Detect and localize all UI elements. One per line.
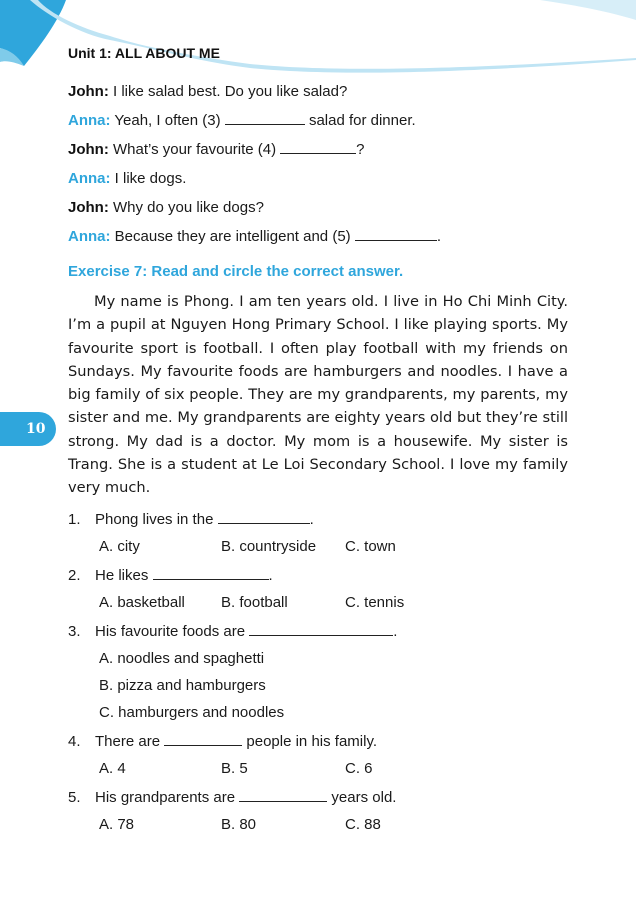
answer-blank-3[interactable]: [225, 112, 305, 125]
question-number: 4.: [68, 733, 81, 750]
speaker-anna: Anna:: [68, 228, 111, 245]
question-1: [68, 511, 314, 528]
question-text-end: .: [268, 567, 273, 584]
question-blank[interactable]: [239, 789, 327, 802]
dialogue-line-2: [68, 112, 416, 129]
speaker-anna: Anna:: [68, 112, 111, 129]
dialogue-line-1: [68, 83, 347, 100]
dialogue-line-5: [68, 199, 264, 216]
answer-blank-5[interactable]: [355, 228, 437, 241]
question-5: [68, 789, 396, 806]
dialogue-text: I like salad best. Do you like salad?: [113, 83, 348, 100]
option-3b[interactable]: B. pizza and hamburgers: [99, 677, 266, 694]
dialogue-line-4: [68, 170, 186, 187]
answer-blank-4[interactable]: [280, 141, 356, 154]
question-text-end: .: [309, 511, 314, 528]
exercise-title: Exercise 7: Read and circle the correct answer.: [68, 263, 404, 280]
speaker-john: John:: [68, 199, 109, 216]
corner-wave-decoration: [0, 0, 636, 80]
question-4: [68, 733, 377, 750]
option-5c[interactable]: C. 88: [345, 816, 381, 833]
dialogue-text: Yeah, I often (3): [114, 112, 221, 129]
option-1b[interactable]: B. countryside: [221, 538, 317, 555]
dialogue-text: Because they are intelligent and (5): [114, 228, 351, 245]
option-4a[interactable]: A. 4: [99, 760, 126, 777]
option-3c[interactable]: C. hamburgers and noodles: [99, 704, 285, 721]
question-blank[interactable]: [164, 733, 242, 746]
option-1c[interactable]: C. town: [345, 538, 396, 555]
question-text: Phong lives in the: [95, 511, 214, 528]
option-1a[interactable]: A. city: [99, 538, 140, 555]
speaker-anna: Anna:: [68, 170, 111, 187]
option-2a[interactable]: A. basketball: [99, 594, 185, 611]
option-5a[interactable]: A. 78: [99, 816, 135, 833]
question-text: There are: [95, 733, 161, 750]
question-text-end: .: [393, 623, 398, 640]
reading-passage: My name is Phong. I am ten years old. I live in Ho Chi Minh City. I’m a pupil at Nguyen Hong Primary School. I like playing sports. My favourite sport is football. I often play football with my friends on Sundays. My favourite foods are hamburgers and noodles. I have a big family of six people. They are my grandparents, my parents, my sister and me. My grandparents are eighty years old but they’re still strong. My dad is a doctor. My mom is a housewife. My sister is Trang. She is a student at Le Loi Secondary School. I love my family very much.: [68, 293, 568, 497]
question-2: [68, 567, 273, 584]
question-number: 5.: [68, 789, 81, 806]
option-2b[interactable]: B. football: [221, 594, 288, 611]
question-number: 3.: [68, 623, 81, 640]
question-text: He likes: [95, 567, 149, 584]
speaker-john: John:: [68, 141, 109, 158]
option-3a[interactable]: A. noodles and spaghetti: [99, 650, 265, 667]
option-2c[interactable]: C. tennis: [345, 594, 405, 611]
option-5b[interactable]: B. 80: [221, 816, 257, 833]
dialogue-text: I like dogs.: [114, 170, 187, 187]
question-blank[interactable]: [153, 567, 269, 580]
question-text-end: years old.: [331, 789, 397, 806]
speaker-john: John:: [68, 83, 109, 100]
dialogue-line-3: [68, 141, 364, 158]
question-3: [68, 623, 397, 640]
dialogue-text: ?: [356, 141, 365, 158]
question-number: 1.: [68, 511, 81, 528]
unit-title: Unit 1: ALL ABOUT ME: [68, 45, 220, 61]
dialogue-line-6: [68, 228, 441, 245]
dialogue-text: salad for dinner.: [308, 112, 416, 129]
option-4c[interactable]: C. 6: [345, 760, 373, 777]
dialogue-text: Why do you like dogs?: [113, 199, 264, 216]
question-blank[interactable]: [218, 511, 310, 524]
question-text-end: people in his family.: [246, 733, 378, 750]
question-number: 2.: [68, 567, 81, 584]
dialogue-text: What’s your favourite (4): [113, 141, 277, 158]
dialogue-text: .: [436, 228, 441, 245]
page-number: 10: [26, 421, 46, 437]
question-text: His favourite foods are: [95, 623, 246, 640]
question-text: His grandparents are: [95, 789, 236, 806]
question-blank[interactable]: [249, 623, 393, 636]
option-4b[interactable]: B. 5: [221, 760, 248, 777]
